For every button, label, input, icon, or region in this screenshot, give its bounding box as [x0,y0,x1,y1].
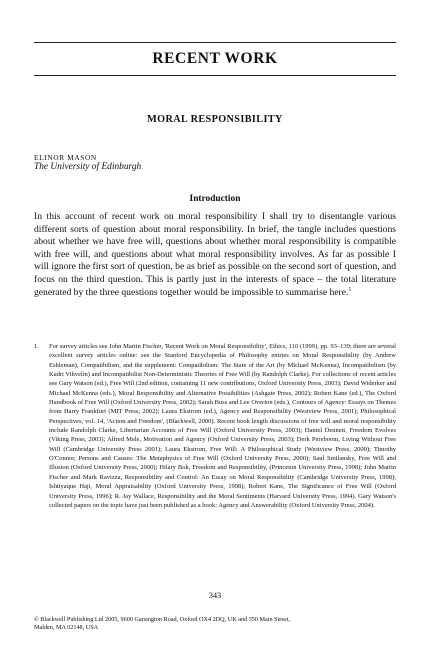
footnote [34,342,396,510]
footnote-text: For survey articles see John Martin Fischer, 'Recent Work on Moral Responsibility', Ethics, 110 (1999), pp. 93–139; there are several excellent survey articles online: see the Stanford Encyclopedia of Philosophy entries on Moral Responsibility (by Andrew Eshleman), Compatibilism, and the supplement: Compatibilism: The State of the Art (by Michael McKenna), Incompatibilism (by Kadri Vihvelin) and Incompatibilist Non-Deterministic Theories of Free Will (by Randolph Clarke). For collections of recent articles see Gary Watson (ed.), Free Will (2nd edition, containing 11 new contributions, Oxford University Press, 2003); David Widerker and Michael McKenna (eds.), Moral Responsibility and Alternative Possibilities (Ashgate Press, 2002); Robert Kane (ed.), The Oxford Handbook of Free Will (Oxford University Press, 2002); Sarah Buss and Lee Overton (eds.), Contours of Agency: Essays on Themes from Harry Frankfurt (MIT Press, 2002); Laura Ekstrom (ed.), Agency and Responsibility (Westview Press, 2001); Philosophical Perspectives, vol. 14, 'Action and Freedom', (Blackwell, 2000). Recent book length discussions of free will and moral responsibility include Randolph Clarke, Libertarian Accounts of Free Will (Oxford University Press, 2003); Daniel Dennett, Freedom Evolves (Viking Press, 2003); Alfred Mele, Motivation and Agency (Oxford University Press, 2003); Derk Pereboom, Living Without Free Will (Cambridge University Press 2001); Laura Ekstrom, Free Will: A Philosophical Study (Westview Press, 2000); Timothy O'Connor, Persons and Causes: The Metaphysics of Free Will (Oxford University Press, 2000); Saul Smilansky, Free Will and Illusion (Oxford University Press, 2000); Hilary Bok, Freedom and Responsibility, (Princeton University Press, 1998); John Martin Fischer and Mark Ravizza, Responsibility and Control: An Essay on Moral Responsibility (Cambridge University Press, 1998); Ishtiyaque Haji, Moral Appraisability (Oxford University Press, 1998); Robert Kane, The Significance of Free Will (Oxford University Press, 1996); R. Jay Wallace, Responsibility and the Moral Sentiments (Harvard University Press, 1994). Gary Watson's collected papers on the topic have just been published as a book: Agency and Answerability (Oxford University Press, 2004). [49,343,396,509]
body-paragraph [34,211,396,299]
article-title: MORAL RESPONSIBILITY [147,114,283,125]
footnote-marker[interactable]: 1 [348,286,352,293]
header-bottom-rule [34,75,396,76]
page-number: 343 [208,591,222,600]
section-header: RECENT WORK [152,50,278,67]
copyright-line: © Blackwell Publishing Ltd 2005, 9600 Garsington Road, Oxford OX4 2DQ, UK and 350 Main Street, [34,616,291,623]
author-affiliation: The University of Edinburgh [34,162,142,172]
body-paragraph-text: In this account of recent work on moral responsibility I shall try to disentangle various different sorts of question about moral responsibility. In brief, the tangle includes questions about whether we have free will, questions about whether moral responsibility is compatible with free will, and questions about what moral responsibility involves. As far as possible I will ignore the first sort of question, be as brief as possible on the second sort of question, and focus on the third question. This is partly just in the interests of space – the total literature generated by the three questions together would be impossible to summarise here. [34,211,396,298]
header-top-rule [34,42,396,43]
author-name: ELINOR MASON [34,153,97,162]
copyright-notice [34,616,396,633]
copyright-line: Malden, MA 02148, USA [34,624,99,632]
section-heading-introduction: Introduction [189,194,241,204]
footnote-number: 1. [34,343,39,350]
